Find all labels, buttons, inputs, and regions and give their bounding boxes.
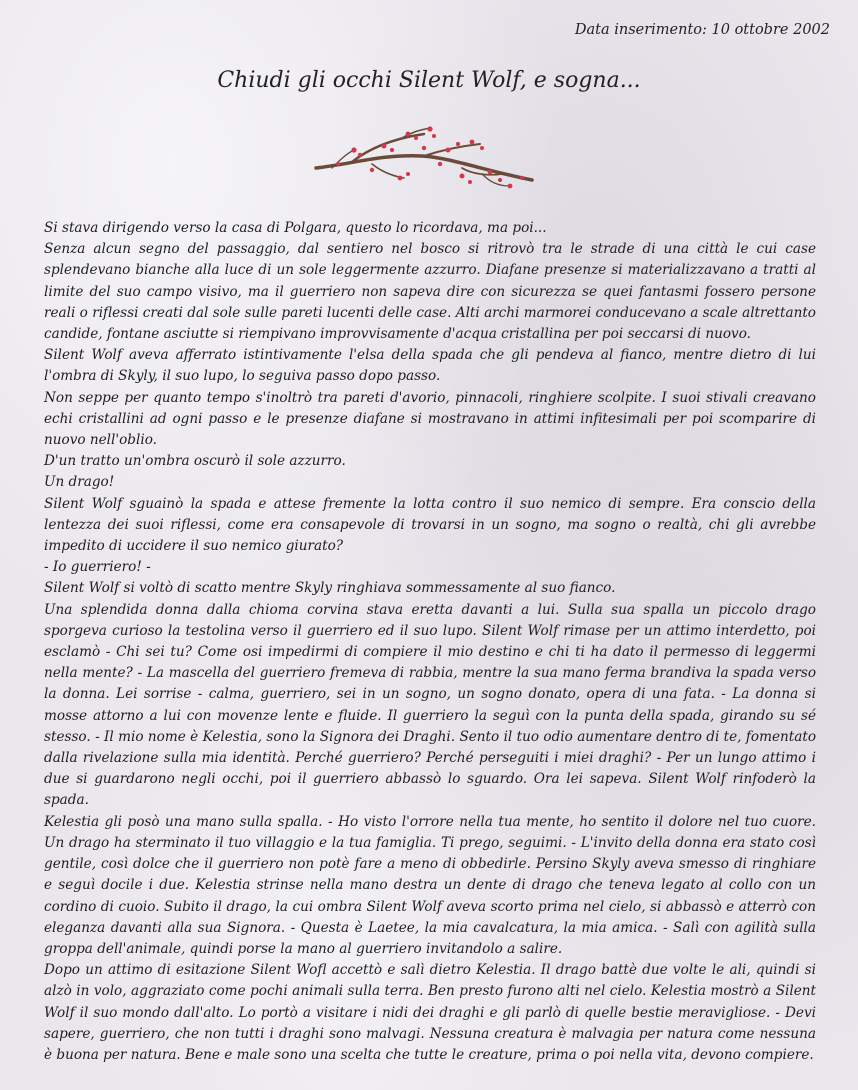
story-paragraph: D'un tratto un'ombra oscurò il sole azzurro. [44, 453, 346, 470]
story-paragraph: Una splendida donna dalla chioma corvina stava eretta davanti a lui. Sulla sua spalla un piccolo drago sporgeva curioso la testolina verso il guerriero ed il suo lupo. Silent Wolf rimase per un attimo interdetto, poi esclamò - Chi sei tu? Come osi impedirmi di compiere il mio destino e chi ti ha dato il permesso di leggermi nella mente? - La mascella del guerriero fremeva di rabbia, mentre la sua mano ferma brandiva la spada verso la donna. Lei sorrise - calma, guerriero, sei in un sogno, un sogno donato, opera di una fata. - La donna si mosse attorno a lui con movenze lente e fluide. Il guerriero la seguì con la punta della spada, girando su sé stesso. - Il mio nome è Kelestia, sono la Signora dei Draghi. Sento il tuo odio aumentare dentro di te, fomentato dalla rivelazione sulla mia identità. Perché guerriero? Perché perseguiti i miei draghi? - Per un lungo attimo i due si guardarono negli occhi, poi il guerriero abbassò lo sguardo. Ora lei sapeva. Silent Wolf rinfoderò la spada. [44, 601, 816, 809]
story-paragraph: Non seppe per quanto tempo s'inoltrò tra pareti d'avorio, pinnacoli, ringhiere scolpite. I suoi stivali creavano echi cristallini ad ogni passo e le presenze diafane si mostravano in attimi infitesimali per poi scomparire di nuovo nell'oblio. [44, 389, 816, 449]
story-paragraph: Un drago! [44, 474, 115, 491]
story-title: Chiudi gli occhi Silent Wolf, e sogna... [217, 68, 641, 93]
story-paragraph: Senza alcun segno del passaggio, dal sentiero nel bosco si ritrovò tra le strade di una città le cui case splendevano bianche alla luce di un sole leggermente azzurro. Diafane presenze si materializzavano a tratti al limite del suo campo visivo, ma il guerriero non sapeva dire con sicurezza se quei fantasmi fossero persone reali o riflessi creati dal sole sulle pareti lucenti delle case. Alti archi marmorei conducevano a scale altrettanto candide, fontane asciutte si riempivano improvvisamente d'acqua cristallina per poi seccarsi di nuovo. [44, 241, 816, 343]
blossom-branch-icon [312, 124, 536, 196]
insertion-date: Data inserimento: 10 ottobre 2002 [574, 22, 830, 38]
story-paragraph: Silent Wolf si voltò di scatto mentre Skyly ringhiava sommessamente al suo fianco. [44, 580, 616, 597]
story-body [44, 218, 816, 1066]
story-paragraph: Dopo un attimo di esitazione Silent Wofl accettò e salì dietro Kelestia. Il drago battè due volte le ali, quindi si alzò in volo, aggraziato come pochi animali sulla terra. Ben presto furono alti nel cielo. Kelestia mostrò a Silent Wolf il suo mondo dall'alto. Lo portò a visitare i nidi dei draghi e gli parlò di quelle bestie meravigliose. - Devi sapere, guerriero, che non tutti i draghi sono malvagi. Nessuna creatura è malvagia per natura come nessuna è buona per natura. Bene e male sono una scelta che tutte le creature, prima o poi nella vita, devono compiere. [44, 962, 816, 1063]
story-paragraph: - Io guerriero! - [44, 559, 151, 576]
story-paragraph: Silent Wolf aveva afferrato istintivamente l'elsa della spada che gli pendeva al fianco, mentre dietro di lui l'ombra di Skyly, il suo lupo, lo seguiva passo dopo passo. [44, 347, 816, 385]
story-paragraph: Si stava dirigendo verso la casa di Polgara, questo lo ricordava, ma poi... [44, 220, 547, 236]
story-paragraph: Kelestia gli posò una mano sulla spalla. - Ho visto l'orrore nella tua mente, ho sentito il dolore nel tuo cuore. Un drago ha sterminato il tuo villaggio e la tua famiglia. Ti prego, seguimi. - L'invito della donna era stato così gentile, così dolce che il guerriero non potè fare a meno di obbedirle. Persino Skyly aveva smesso di ringhiare e seguì docile i due. Kelestia strinse nella mano destra un dente di drago che teneva legato al collo con un cordino di cuoio. Subito il drago, la cui ombra Silent Wolf aveva scorto prima nel cielo, si abbassò e atterrò con eleganza davanti alla sua Signora. - Questa è Laetee, la mia cavalcatura, la mia amica. - Salì con agilità sulla groppa dell'animale, quindi porse la mano al guerriero invitandolo a salire. [44, 813, 816, 957]
story-paragraph: Silent Wolf sguainò la spada e attese fremente la lotta contro il suo nemico di sempre. Era conscio della lentezza dei suoi riflessi, come era consapevole di trovarsi in un sogno, ma sogno o realtà, chi gli avrebbe impedito di uccidere il suo nemico giurato? [44, 495, 816, 555]
